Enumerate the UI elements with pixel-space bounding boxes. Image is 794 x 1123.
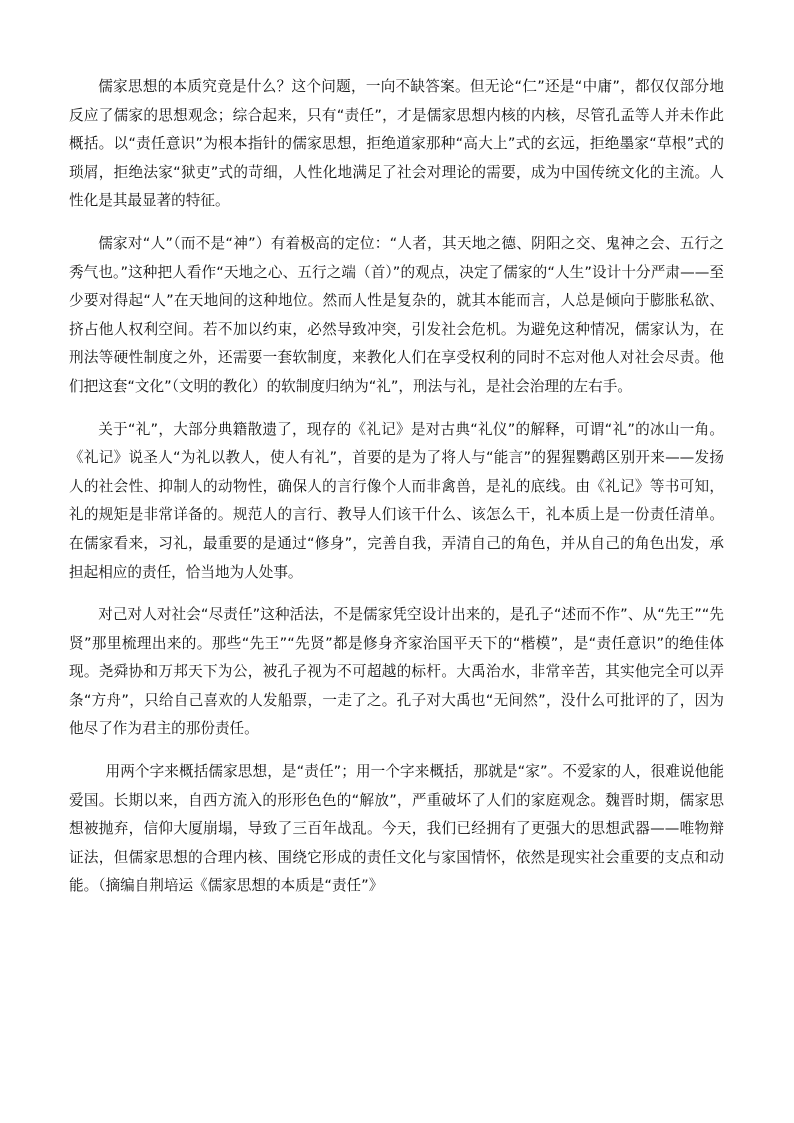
paragraph-4: 对己对人对社会“尽责任”这种活法，不是儒家凭空设计出来的，是孔子“述而不作”、从“先王”“先贤”那里梳理出来的。那些“先王”“先贤”都是修身齐家治国平天下的“楷模”，是“责任意识”的绝佳体现。尧舜协和万邦天下为公，被孔子视为不可超越的标杆。大禹治水，非常辛苦，其实他完全可以弄条“方舟”，只给自己喜欢的人发船票，一走了之。孔子对大禹也“无间然”，没什么可批评的了，因为他尽了作为君主的那份责任。 <box>69 606 724 738</box>
paragraph-3: 关于“礼”，大部分典籍散遗了，现存的《礼记》是对古典“礼仪”的解释，可谓“礼”的冰山一角。《礼记》说圣人“为礼以教人，使人有礼”，首要的是为了将人与“能言”的猩猩鹦鹉区别开来——发扬人的社会性、抑制人的动物性，确保人的言行像个人而非禽兽，是礼的底线。由《礼记》等书可知，礼的规矩是非常详备的。规范人的言行、教导人们该干什么、该怎么干，礼本质上是一份责任清单。在儒家看来，习礼，最重要的是通过“修身”，完善自我，弄清自己的角色，并从自己的角色出发，承担起相应的责任，恰当地为人处事。 <box>69 420 724 581</box>
paragraph-5: 用两个字来概括儒家思想，是“责任”；用一个字来概括，那就是“家”。不爱家的人，很难说他能爱国。长期以来，自西方流入的形形色色的“解放”，严重破坏了人们的家庭观念。魏晋时期，儒家思想被抛弃，信仰大厦崩塌，导致了三百年战乱。今天，我们已经拥有了更强大的思想武器——唯物辩证法，但儒家思想的合理内核、围绕它形成的责任文化与家国情怀，依然是现实社会重要的支点和动能。（摘编自荆培运《儒家思想的本质是“责任”》 <box>69 763 724 895</box>
paragraph-1: 儒家思想的本质究竟是什么？这个问题，一向不缺答案。但无论“仁”还是“中庸”，都仅仅部分地反应了儒家的思想观念；综合起来，只有“责任”，才是儒家思想内核的内核，尽管孔孟等人并未作此概括。以“责任意识”为根本指针的儒家思想，拒绝道家那种“高大上”式的玄远，拒绝墨家“草根”式的琐屑，拒绝法家“狱吏”式的苛细，人性化地满足了社会对理论的需要，成为中国传统文化的主流。人性化是其最显著的特征。 <box>69 78 724 210</box>
paragraph-2: 儒家对“人”（而不是“神”）有着极高的定位：“人者，其天地之德、阴阳之交、鬼神之会、五行之秀气也。”这种把人看作“天地之心、五行之端（首）”的观点，决定了儒家的“人生”设计十分严肃——至少要对得起“人”在天地间的这种地位。然而人性是复杂的，就其本能而言，人总是倾向于膨胀私欲、挤占他人权利空间。若不加以约束，必然导致冲突，引发社会危机。为避免这种情况，儒家认为，在刑法等硬性制度之外，还需要一套软制度，来教化人们在享受权利的同时不忘对他人对社会尽责。他们把这套“文化”（文明的教化）的软制度归纳为“礼”，刑法与礼，是社会治理的左右手。 <box>69 234 724 395</box>
